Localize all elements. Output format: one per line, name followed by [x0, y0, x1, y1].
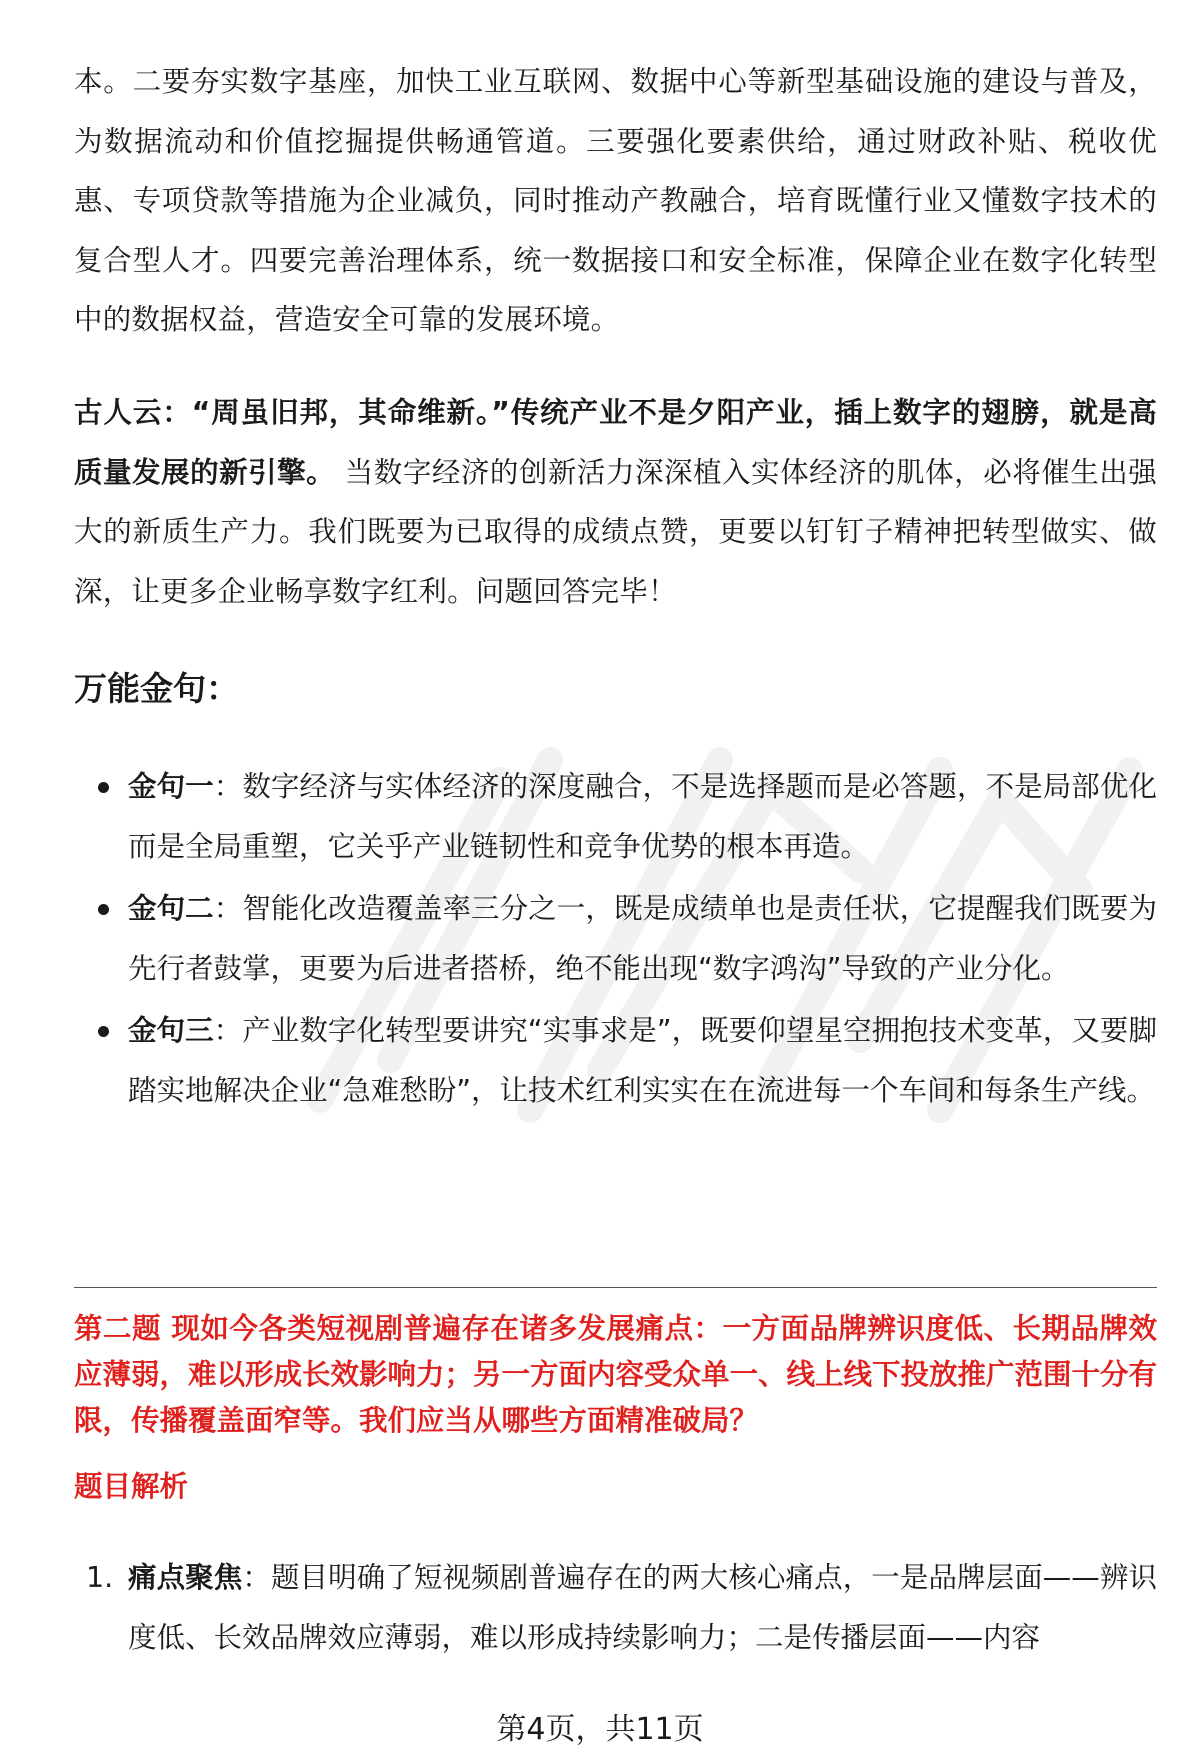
item-separator: ： — [213, 770, 243, 803]
golden-sentences-heading: 万能金句： — [74, 669, 239, 708]
item-text: 智能化改造覆盖率三分之一，既是成绩单也是责任状，它提醒我们既要为先行者鼓掌，更要为后进者搭桥，绝不能出现“数字鸿沟”导致的产业分化。 — [128, 892, 1157, 985]
quote-paragraph — [74, 383, 1157, 621]
item-separator: ： — [242, 1561, 271, 1594]
item-label: 金句二 — [128, 892, 214, 925]
item-separator: ： — [213, 1014, 243, 1047]
item-label: 痛点聚焦 — [128, 1561, 243, 1594]
list-item — [74, 757, 1157, 876]
item-text: 题目明确了短视频剧普遍存在的两大核心痛点，一是品牌层面——辨识度低、长效品牌效应薄弱，难以形成持续影响力；二是传播层面——内容 — [128, 1561, 1157, 1654]
page-footer: 第4页，共11页 — [496, 1712, 704, 1747]
item-label: 金句一 — [128, 770, 214, 803]
bullet-icon — [98, 904, 109, 915]
list-item — [74, 1001, 1157, 1120]
item-label: 金句三 — [128, 1014, 214, 1047]
item-separator: ： — [213, 892, 243, 925]
item-text: 数字经济与实体经济的深度融合，不是选择题而是必答题，不是局部优化而是全局重塑，它关乎产业链韧性和竞争优势的根本再造。 — [128, 770, 1157, 863]
bullet-icon — [98, 1026, 109, 1037]
list-item — [74, 879, 1157, 998]
list-item — [74, 1548, 1157, 1667]
analysis-heading: 题目解析 — [74, 1470, 189, 1503]
bullet-icon — [98, 782, 109, 793]
golden-sentences-list — [74, 757, 1157, 1123]
bold-quote: 古人云：“周虽旧邦，其命维新。”传统产业不是夕阳产业，插上数字的翅膀，就是高质量发展的新引擎。 — [74, 396, 1157, 489]
body-paragraph: 本。二要夯实数字基座，加快工业互联网、数据中心等新型基础设施的建设与普及，为数据流动和价值挖掘提供畅通管道。三要强化要素供给，通过财政补贴、税收优惠、专项贷款等措施为企业减负，同时推动产教融合，培育既懂行业又懂数字技术的复合型人才。四要完善治理体系，统一数据接口和安全标准，保障企业在数字化转型中的数据权益，营造安全可靠的发展环境。 — [74, 65, 1157, 336]
section-divider — [74, 1287, 1157, 1288]
item-number: 1. — [86, 1561, 114, 1594]
quote-continuation: 当数字经济的创新活力深深植入实体经济的肌体，必将催生出强大的新质生产力。我们既要为已取得的成绩点赞，更要以钉钉子精神把转型做实、做深，让更多企业畅享数字红利。问题回答完毕！ — [74, 455, 1158, 608]
item-text: 产业数字化转型要讲究“实事求是”，既要仰望星空拥抱技术变革，又要脚踏实地解决企业“急难愁盼”，让技术红利实实在在流进每一个车间和每条生产线。 — [128, 1014, 1157, 1107]
question-title: 第二题 现如今各类短视剧普遍存在诸多发展痛点：一方面品牌辨识度低、长期品牌效应薄弱，难以形成长效影响力；另一方面内容受众单一、线上线下投放推广范围十分有限，传播覆盖面窄等。我们应当从哪些方面精准破局？ — [74, 1312, 1158, 1437]
analysis-list — [74, 1548, 1157, 1667]
